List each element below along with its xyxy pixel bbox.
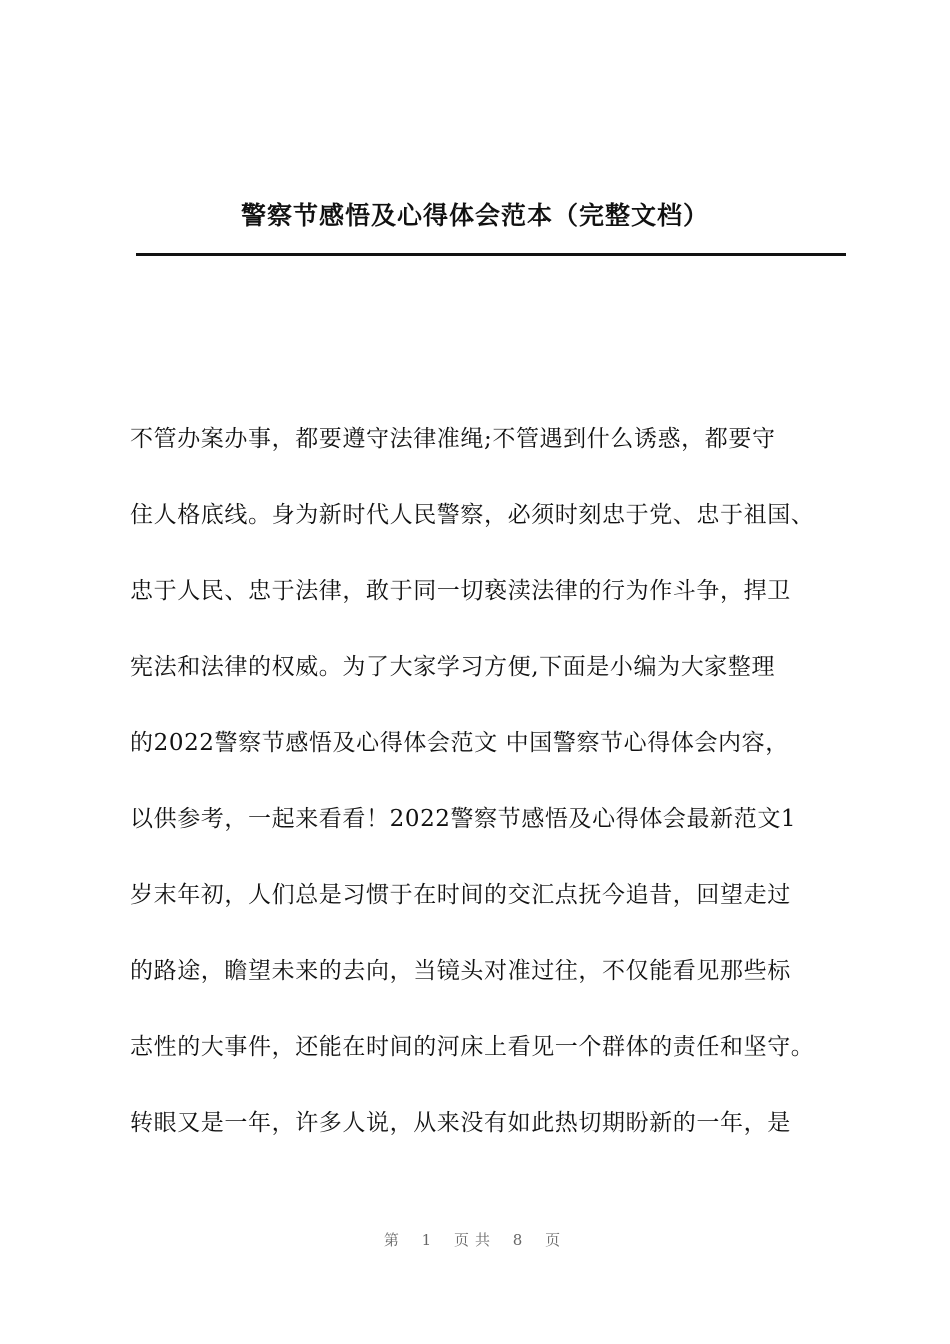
body-line: 岁末年初，人们总是习惯于在时间的交汇点抚今追昔，回望走过	[130, 882, 791, 908]
document-body	[130, 425, 890, 1185]
body-line: 不管办案办事，都要遵守法律准绳;不管遇到什么诱惑，都要守	[130, 426, 776, 452]
body-line: 宪法和法律的权威。为了大家学习方便,下面是小编为大家整理	[130, 654, 776, 680]
page-number-footer: 第 1 页共 8 页	[383, 1231, 567, 1249]
body-line: 的路途，瞻望未来的去向，当镜头对准过往，不仅能看见那些标	[130, 958, 791, 984]
body-line: 以供参考，一起来看看！2022警察节感悟及心得体会最新范文1	[130, 806, 797, 832]
title-underline	[136, 253, 846, 256]
body-line: 的2022警察节感悟及心得体会范文 中国警察节心得体会内容，	[130, 730, 789, 756]
body-line: 忠于人民、忠于法律，敢于同一切亵渎法律的行为作斗争，捍卫	[130, 578, 791, 604]
body-line: 转眼又是一年，许多人说，从来没有如此热切期盼新的一年，是	[130, 1110, 791, 1136]
document-title: 警察节感悟及心得体会范本（完整文档）	[240, 201, 709, 230]
body-line: 住人格底线。身为新时代人民警察，必须时刻忠于党、忠于祖国、	[130, 502, 815, 528]
body-line: 志性的大事件，还能在时间的河床上看见一个群体的责任和坚守。	[130, 1034, 815, 1060]
